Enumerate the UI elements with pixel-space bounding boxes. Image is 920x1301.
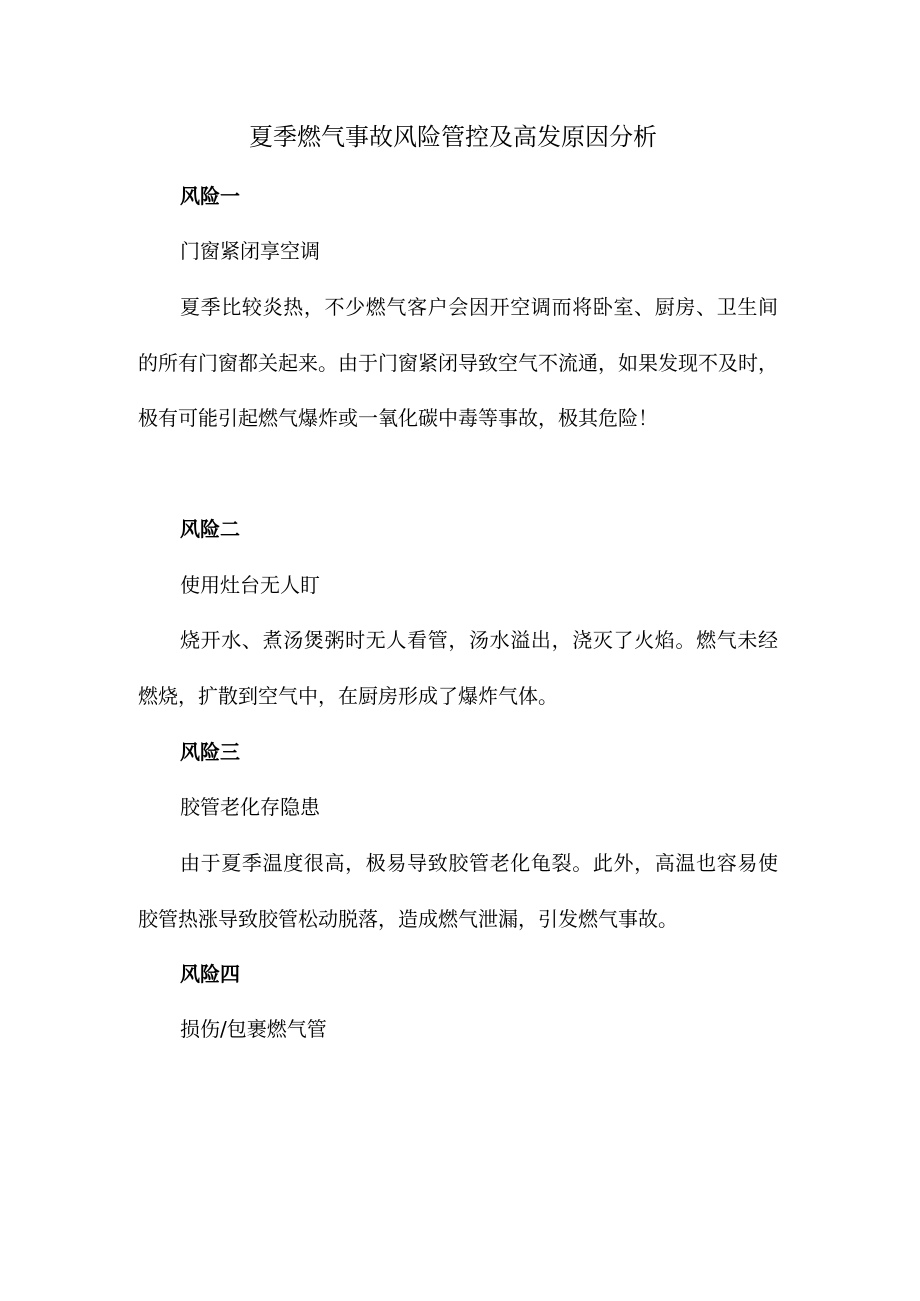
section-subheading-3: 胶管老化存隐患	[180, 795, 320, 819]
section-paragraph-1: 夏季比较炎热，不少燃气客户会因开空调而将卧室、厨房、卫生间的所有门窗都关起来。由于门窗紧闭导致空气不流通，如果发现不及时，极有可能引起燃气爆炸或一氧化碳中毒等事故，极其危险！	[138, 295, 778, 430]
section-subheading-1: 门窗紧闭享空调	[180, 239, 320, 263]
section-paragraph-2: 烧开水、煮汤煲粥时无人看管，汤水溢出，浇灭了火焰。燃气未经燃烧，扩散到空气中，在厨房形成了爆炸气体。	[138, 628, 778, 708]
document-title: 夏季燃气事故风险管控及高发原因分析	[249, 123, 657, 151]
section-heading-4: 风险四	[180, 962, 240, 986]
section-paragraph-3: 由于夏季温度很高，极易导致胶管老化龟裂。此外，高温也容易使胶管热涨导致胶管松动脱落，造成燃气泄漏，引发燃气事故。	[138, 851, 778, 931]
section-subheading-2: 使用灶台无人盯	[180, 573, 320, 597]
section-heading-1: 风险一	[180, 184, 240, 208]
section-heading-2: 风险二	[180, 517, 240, 541]
section-heading-3: 风险三	[180, 740, 240, 764]
section-subheading-4: 损伤/包裹燃气管	[180, 1017, 327, 1041]
